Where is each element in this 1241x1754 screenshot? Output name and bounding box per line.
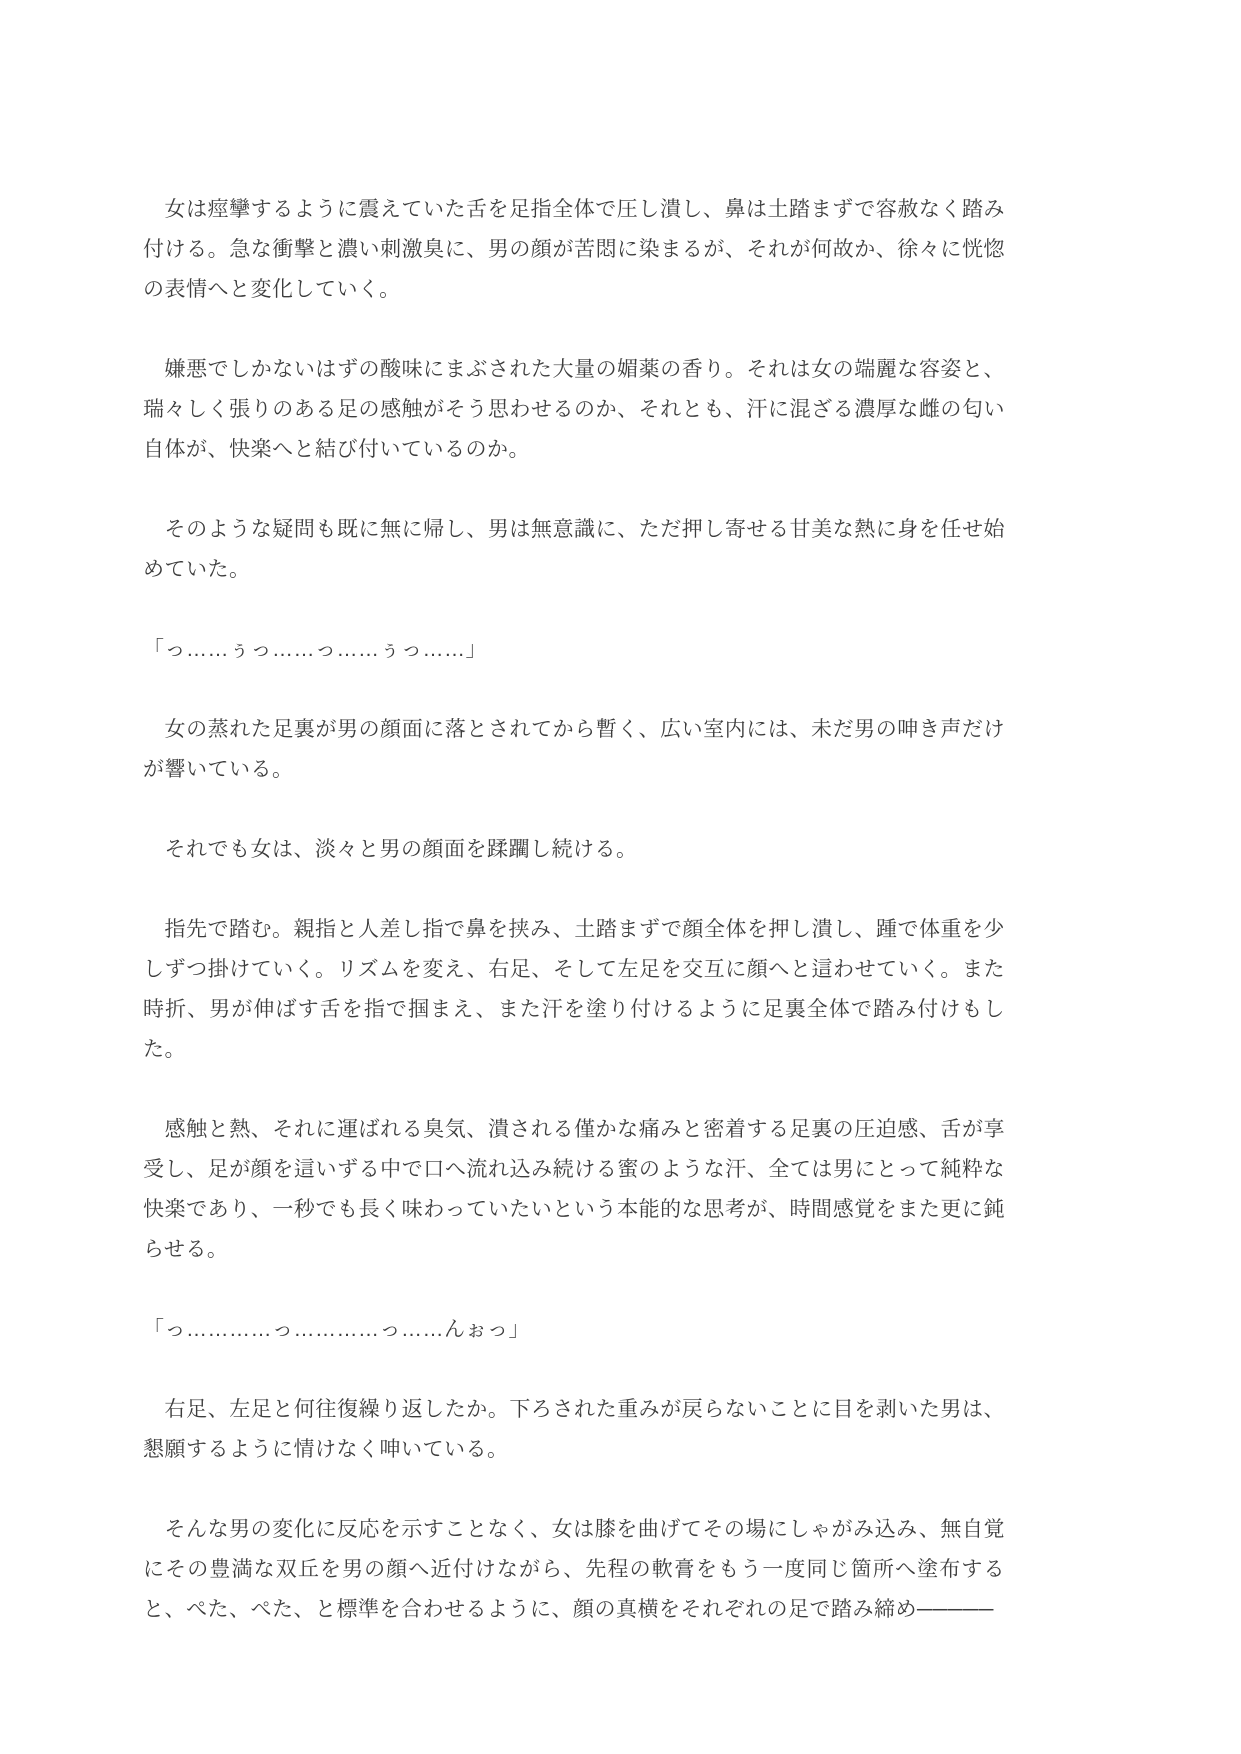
paragraph: 感触と熱、それに運ばれる臭気、潰される僅かな痛みと密着する足裏の圧迫感、舌が享受し、足が顔を這いずる中で口へ流れ込み続ける蜜のような汗、全ては男にとって純粋な快楽であり、一秒でも長く味わっていたいという本能的な思考が、時間感覚をまた更に鈍らせる。 — [143, 1118, 1005, 1261]
paragraph: 女の蒸れた足裏が男の顔面に落とされてから暫く、広い室内には、未だ男の呻き声だけが響いている。 — [143, 718, 1005, 781]
dialogue-line: 「っ……ぅっ……っ……ぅっ……」 — [143, 638, 487, 661]
paragraph: 女は痙攣するように震えていた舌を足指全体で圧し潰し、鼻は土踏まずで容赦なく踏み付ける。急な衝撃と濃い刺激臭に、男の顔が苦悶に染まるが、それが何故か、徐々に恍惚の表情へと変化していく。 — [143, 198, 1005, 301]
paragraph: 嫌悪でしかないはずの酸味にまぶされた大量の媚薬の香り。それは女の端麗な容姿と、瑞々しく張りのある足の感触がそう思わせるのか、それとも、汗に混ざる濃厚な雌の匂い自体が、快楽へと結び付いているのか。 — [143, 358, 1005, 461]
paragraph: そのような疑問も既に無に帰し、男は無意識に、ただ押し寄せる甘美な熱に身を任せ始めていた。 — [143, 518, 1005, 581]
dialogue-line: 「っ…………っ…………っ……んぉっ」 — [143, 1318, 530, 1341]
paragraph: それでも女は、淡々と男の顔面を蹂躙し続ける。 — [143, 838, 638, 861]
paragraph: 右足、左足と何往復繰り返したか。下ろされた重みが戻らないことに目を剥いた男は、懇願するように情けなく呻いている。 — [143, 1398, 1005, 1461]
paragraph: そんな男の変化に反応を示すことなく、女は膝を曲げてその場にしゃがみ込み、無自覚にその豊満な双丘を男の顔へ近付けながら、先程の軟膏をもう一度同じ箇所へ塗布すると、ぺた、ぺた、と標準を合わせるように、顔の真横をそれぞれの足で踏み締め───── — [143, 1518, 1005, 1621]
paragraph: 指先で踏む。親指と人差し指で鼻を挟み、土踏まずで顔全体を押し潰し、踵で体重を少しずつ掛けていく。リズムを変え、右足、そして左足を交互に顔へと這わせていく。また時折、男が伸ばす舌を指で掴まえ、また汗を塗り付けるように足裏全体で踏み付けもした。 — [143, 918, 1005, 1061]
